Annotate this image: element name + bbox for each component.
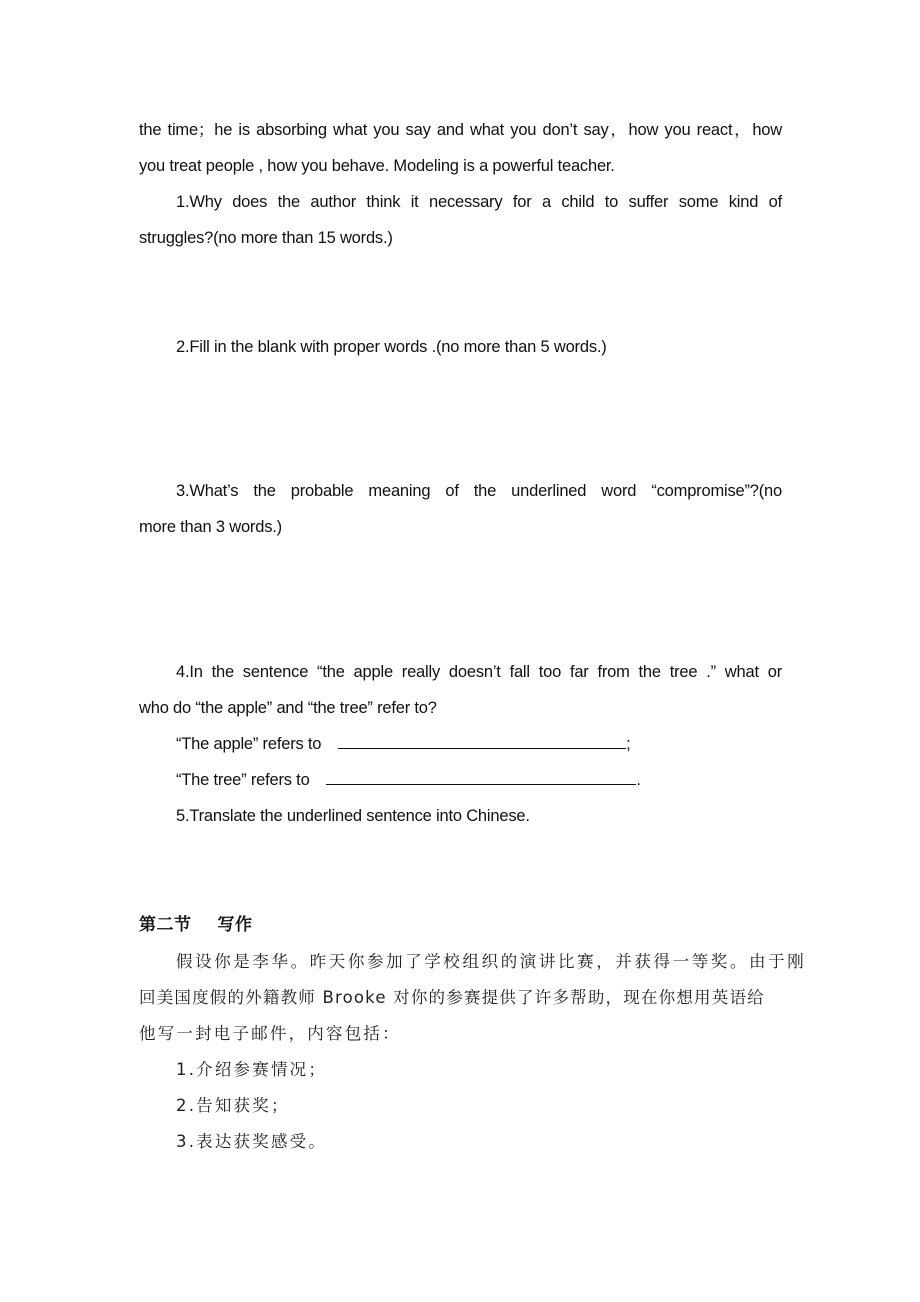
apple-answer-blank[interactable] [338,734,626,749]
question-5-text: 5.Translate the underlined sentence into Chinese. [176,807,530,825]
question-3-text-cont: more than 3 words.) [139,518,282,536]
tree-answer-blank[interactable] [326,770,636,785]
tree-answer-label: “The tree” refers to [176,771,310,789]
question-1-text: 1.Why does the author think it necessary for a child to suffer some kind of [176,193,782,211]
question-3-text: 3.What’s the probable meaning of the underlined word “compromise”?(no [176,482,782,500]
passage-line: the time；he is absorbing what you say and what you don’t say，how you react，how [139,121,782,139]
section-heading [139,914,782,936]
section-heading-number: 第二节 [139,915,192,935]
apple-answer-end: ; [626,735,631,753]
tree-answer-end: . [636,771,641,789]
writing-point-3: 3.表达获奖感受。 [176,1132,328,1151]
passage-line: you treat people , how you behave. Modeling is a powerful teacher. [139,157,615,175]
writing-point-2: 2.告知获奖； [176,1096,290,1115]
question-4-text: 4.In the sentence “the apple really doesn’t fall too far from the tree .” what or [176,663,782,681]
question-2-text: 2.Fill in the blank with proper words .(no more than 5 words.) [176,338,607,356]
question-1-text-cont: struggles?(no more than 15 words.) [139,229,393,247]
apple-answer-label: “The apple” refers to [176,735,322,753]
writing-point-1: 1.介绍参赛情况； [176,1060,328,1079]
question-4-text-cont: who do “the apple” and “the tree” refer to? [139,699,437,717]
writing-prompt-line: 假设你是李华。昨天你参加了学校组织的演讲比赛，并获得一等奖。由于刚 [176,952,807,971]
apple-answer-row [139,733,782,755]
tree-answer-row [139,769,782,791]
writing-prompt-line: 他写一封电子邮件，内容包括： [139,1024,401,1043]
writing-prompt-line: 回美国度假的外籍教师 Brooke 对你的参赛提供了许多帮助，现在你想用英语给 [139,988,765,1007]
section-heading-title: 写作 [217,915,253,935]
